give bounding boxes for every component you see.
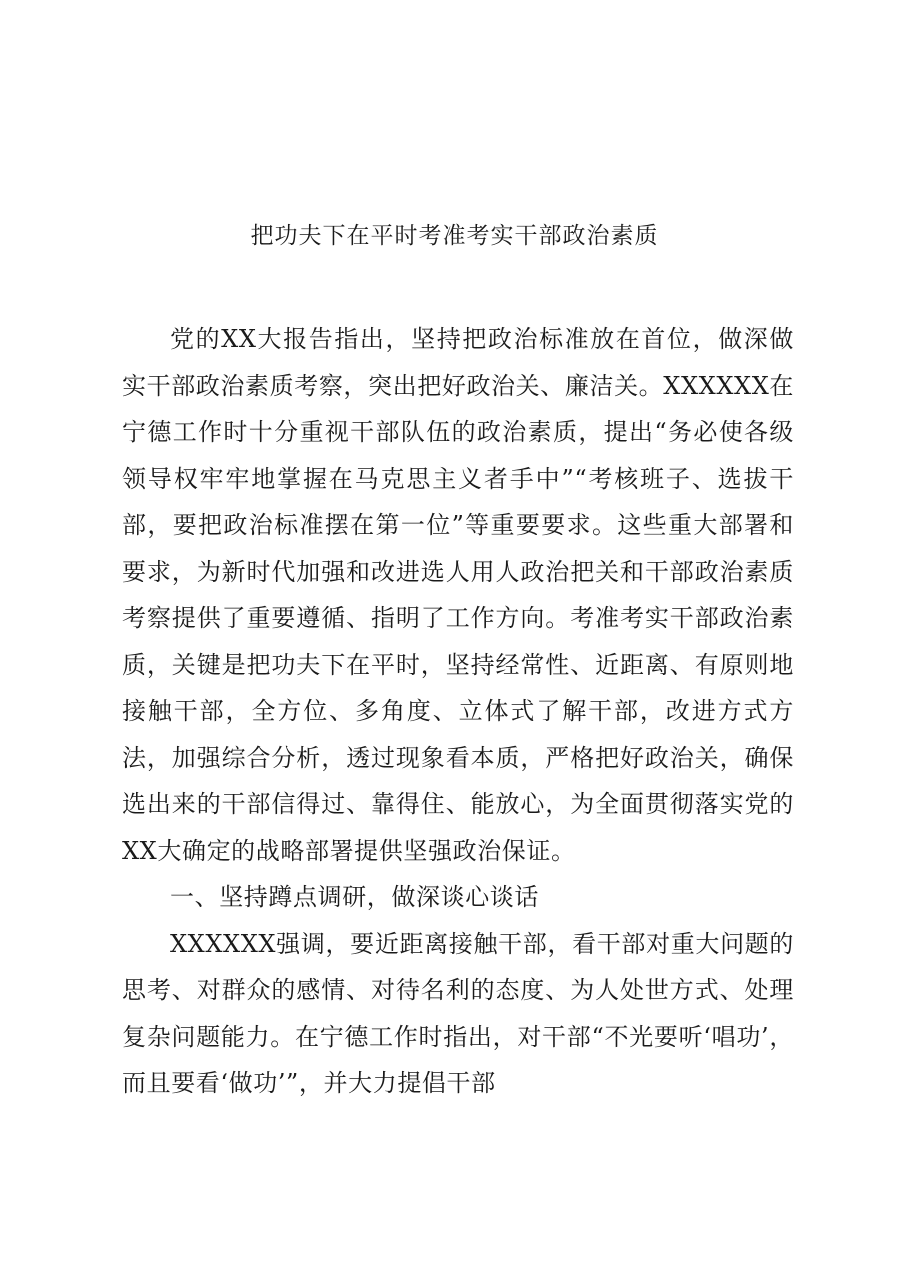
section-heading: 一、坚持蹲点调研，做深谈心谈话 [170, 883, 539, 911]
document-body [122, 316, 794, 1107]
intro-paragraph: 党的XX大报告指出，坚持把政治标准放在首位，做深做实干部政治素质考察，突出把好政治关、廉洁关。XXXXXX在宁德工作时十分重视干部队伍的政治素质，提出“务必使各级领导权牢牢地掌握在马克思主义者手中”“考核班子、选拔干部，要把政治标准摆在第一位”等重要要求。这些重大部署和要求，为新时代加强和改进选人用人政治把关和干部政治素质考察提供了重要遵循、指明了工作方向。考准考实干部政治素质，关键是把功夫下在平时，坚持经常性、近距离、有原则地接触干部，全方位、多角度、立体式了解干部，改进方式方法，加强综合分析，透过现象看本质，严格把好政治关，确保选出来的干部信得过、靠得住、能放心，为全面贯彻落实党的XX大确定的战略部署提供坚强政治保证。 [122, 325, 794, 865]
document-title: 把功夫下在平时考准考实干部政治素质 [250, 223, 659, 249]
section-paragraph: XXXXXX强调，要近距离接触干部，看干部对重大问题的思考、对群众的感情、对待名利的态度、为人处世方式、处理复杂问题能力。在宁德工作时指出，对干部“不光要听‘唱功’，而且要看‘做功’”，并大力提倡干部 [122, 929, 794, 1097]
